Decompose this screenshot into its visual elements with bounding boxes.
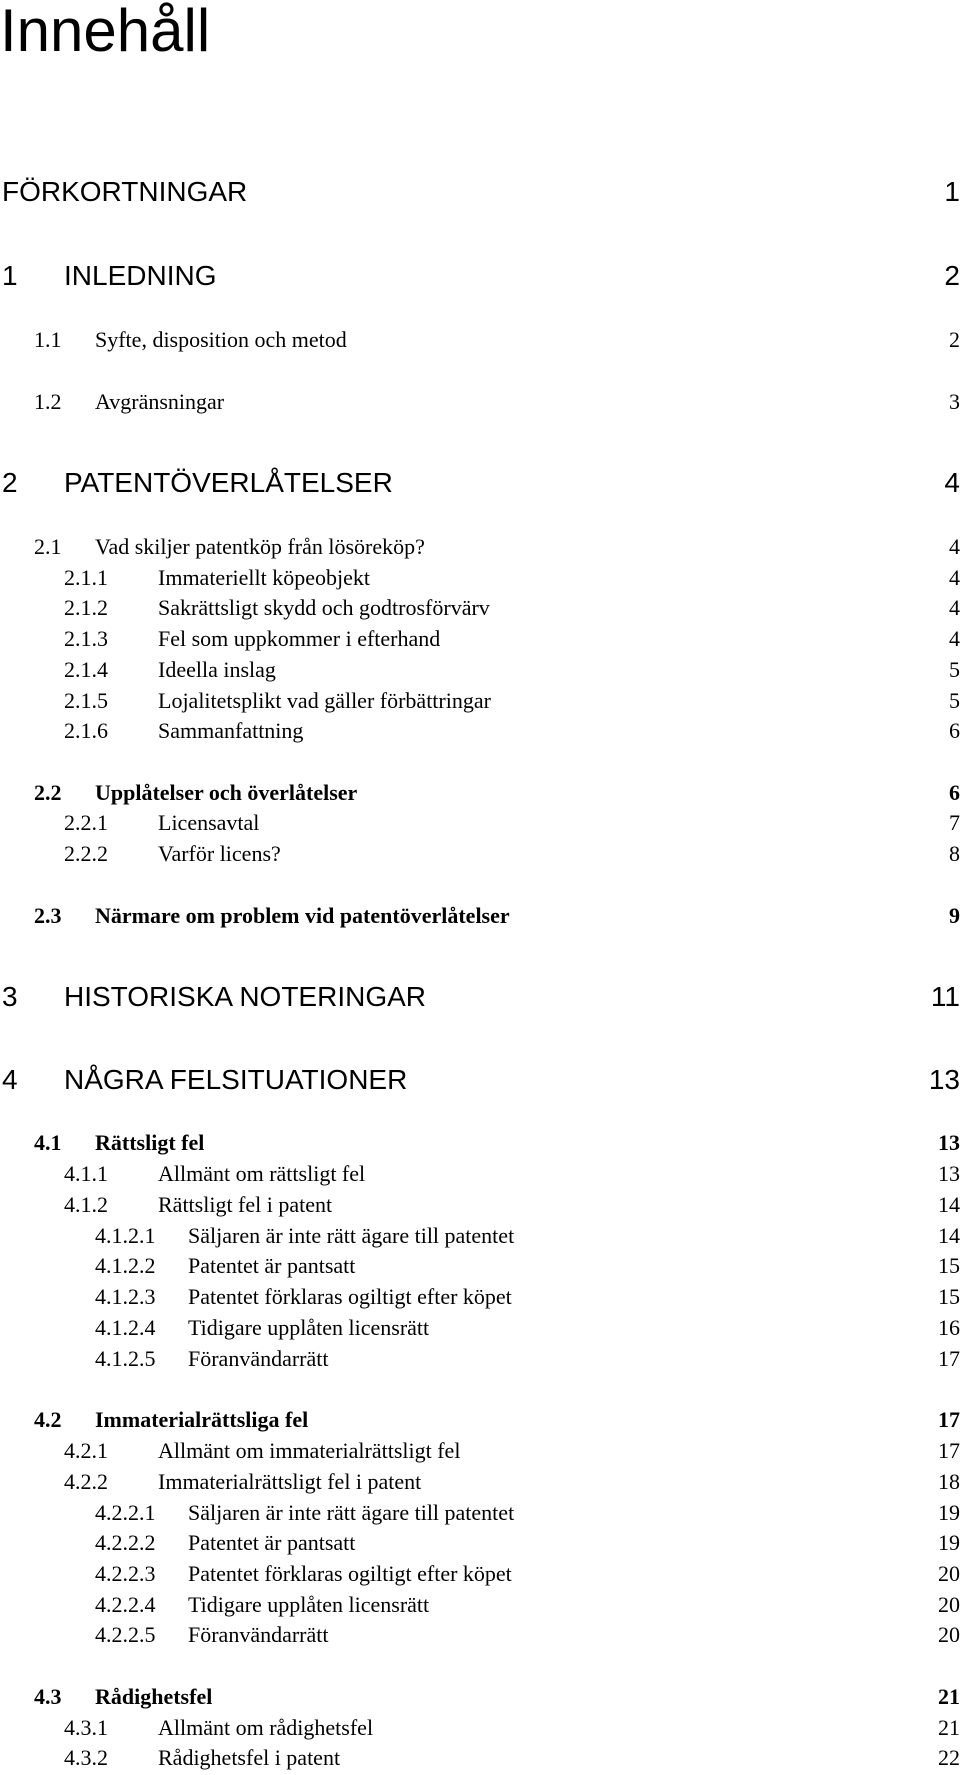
- toc-number: 4.1.2.4: [95, 1315, 156, 1340]
- toc-entry-subsection[interactable]: [0, 809, 960, 837]
- toc-number: 4.1.2: [64, 1192, 108, 1217]
- toc-page: 13: [938, 1161, 960, 1186]
- toc-page: 14: [938, 1223, 960, 1248]
- toc-title: INLEDNING: [64, 260, 217, 291]
- toc-entry-subsubsection[interactable]: [0, 1591, 960, 1619]
- toc-number: 2.1.2: [64, 595, 108, 620]
- toc-title: Sakrättsligt skydd och godtrosförvärv: [158, 595, 490, 620]
- toc-page: 4: [949, 565, 960, 590]
- toc-number: 2: [2, 467, 18, 498]
- toc-title: Allmänt om rättsligt fel: [158, 1161, 366, 1186]
- toc-number: 2.1.5: [64, 688, 108, 713]
- toc-title: HISTORISKA NOTERINGAR: [64, 981, 426, 1012]
- toc-entry-subsection[interactable]: [0, 687, 960, 715]
- toc-page: 8: [949, 841, 960, 866]
- toc-title: Syfte, disposition och metod: [95, 327, 347, 352]
- toc-title: Licensavtal: [158, 810, 260, 835]
- toc-number: 1.1: [34, 327, 62, 352]
- toc-number: 4.2.2.5: [95, 1622, 156, 1647]
- toc-page: 22: [938, 1745, 960, 1770]
- toc-page: 4: [949, 534, 960, 559]
- toc-entry-section[interactable]: [0, 1129, 960, 1157]
- toc-entry-section[interactable]: [0, 326, 960, 354]
- toc-page: 15: [938, 1284, 960, 1309]
- toc-title: PATENTÖVERLÅTELSER: [64, 467, 393, 498]
- toc-entry-subsection[interactable]: [0, 1744, 960, 1772]
- toc-page: 9: [949, 903, 960, 928]
- toc-title: Fel som uppkommer i efterhand: [158, 626, 441, 651]
- toc-title: Patentet är pantsatt: [188, 1253, 356, 1278]
- toc-page: 19: [938, 1500, 960, 1525]
- page-title: Innehåll: [0, 0, 211, 64]
- toc-number: 2.2.2: [64, 841, 108, 866]
- toc-title: Säljaren är inte rätt ägare till patentet: [188, 1500, 515, 1525]
- toc-entry-subsection[interactable]: [0, 1160, 960, 1188]
- toc-entry-subsubsection[interactable]: [0, 1314, 960, 1342]
- toc-entry-subsection[interactable]: [0, 564, 960, 592]
- toc-title: Ideella inslag: [158, 657, 276, 682]
- toc-page: 7: [949, 810, 960, 835]
- toc-title: Lojalitetsplikt vad gäller förbättringar: [158, 688, 491, 713]
- toc-page: 11: [930, 981, 960, 1012]
- toc-title: Tidigare upplåten licensrätt: [188, 1315, 430, 1340]
- toc-title: Patentet förklaras ogiltigt efter köpet: [188, 1284, 512, 1309]
- toc-number: 4.2.2.4: [95, 1592, 156, 1617]
- toc-number: 4.2.2.2: [95, 1530, 156, 1555]
- toc-entry-chapter[interactable]: [0, 466, 960, 500]
- toc-entry-subsection[interactable]: [0, 625, 960, 653]
- toc-title: Varför licens?: [158, 841, 281, 866]
- toc-entry-subsection[interactable]: [0, 1191, 960, 1219]
- toc-number: 4.2: [34, 1407, 62, 1432]
- toc-entry-subsection[interactable]: [0, 1468, 960, 1496]
- toc-page: 13: [928, 1064, 960, 1095]
- toc-number: 4.3.1: [64, 1715, 108, 1740]
- toc-title: Avgränsningar: [95, 389, 225, 414]
- toc-title: Föranvändarrätt: [188, 1346, 329, 1371]
- toc-page: 6: [949, 718, 960, 743]
- toc-number: 2.2: [34, 780, 62, 805]
- toc-title: FÖRKORTNINGAR: [2, 176, 248, 207]
- toc-number: 4.2.1: [64, 1438, 108, 1463]
- toc-entry-chapter[interactable]: [0, 1063, 960, 1097]
- toc-page: 18: [938, 1469, 960, 1494]
- toc-entry-section[interactable]: [0, 388, 960, 416]
- toc-entry-chapter[interactable]: [0, 175, 960, 209]
- toc-title: Allmänt om rådighetsfel: [158, 1715, 374, 1740]
- toc-page: 17: [938, 1407, 960, 1432]
- toc-page: 2: [949, 327, 960, 352]
- toc-page: 4: [944, 467, 960, 498]
- toc-page: 20: [938, 1592, 960, 1617]
- toc-entry-subsubsection[interactable]: [0, 1529, 960, 1557]
- toc-page: 5: [949, 657, 960, 682]
- toc-page: 15: [938, 1253, 960, 1278]
- toc-number: 4.3.2: [64, 1745, 108, 1770]
- toc-page: 20: [938, 1622, 960, 1647]
- toc-title: NÅGRA FELSITUATIONER: [64, 1064, 408, 1095]
- toc-title: Immateriellt köpeobjekt: [158, 565, 370, 590]
- toc-entry-section[interactable]: [0, 1683, 960, 1711]
- toc-number: 3: [2, 981, 18, 1012]
- toc-page: 6: [949, 780, 960, 805]
- toc-number: 4.1.2.3: [95, 1284, 156, 1309]
- toc-entry-subsection[interactable]: [0, 717, 960, 745]
- toc-number: 2.1.3: [64, 626, 108, 651]
- toc-page: 16: [938, 1315, 960, 1340]
- toc-title: Rättsligt fel i patent: [158, 1192, 333, 1217]
- toc-page: 3: [949, 389, 960, 414]
- toc-title: Immaterialrättsliga fel: [95, 1407, 309, 1432]
- toc-entry-subsection[interactable]: [0, 656, 960, 684]
- toc-number: 2.1.1: [64, 565, 108, 590]
- toc-page: 21: [938, 1684, 960, 1709]
- toc-number: 2.3: [34, 903, 62, 928]
- toc-page: 14: [938, 1192, 960, 1217]
- toc-number: 1.2: [34, 389, 62, 414]
- toc-title: Upplåtelser och överlåtelser: [95, 780, 358, 805]
- toc-page: 13: [938, 1130, 960, 1155]
- toc-page: 1: [944, 176, 960, 207]
- toc-entry-chapter[interactable]: [0, 259, 960, 293]
- toc-number: 4.3: [34, 1684, 62, 1709]
- toc-entry-subsubsection[interactable]: [0, 1560, 960, 1588]
- toc-title: Immaterialrättsligt fel i patent: [158, 1469, 422, 1494]
- toc-title: Vad skiljer patentköp från lösöreköp?: [95, 534, 425, 559]
- toc-entry-subsubsection[interactable]: [0, 1222, 960, 1250]
- toc-entry-subsubsection[interactable]: [0, 1499, 960, 1527]
- toc-entry-subsection[interactable]: [0, 1437, 960, 1465]
- toc-entry-subsection[interactable]: [0, 594, 960, 622]
- toc-number: 4.1.1: [64, 1161, 108, 1186]
- toc-number: 4.1.2.1: [95, 1223, 156, 1248]
- toc-entry-subsection[interactable]: [0, 1714, 960, 1742]
- toc-number: 4.2.2: [64, 1469, 108, 1494]
- toc-title: Rättsligt fel: [95, 1130, 205, 1155]
- toc-page: 2: [944, 260, 960, 291]
- toc-entry-section[interactable]: [0, 1406, 960, 1434]
- toc-entry-subsubsection[interactable]: [0, 1345, 960, 1373]
- toc-page: 4: [949, 626, 960, 651]
- toc-number: 4.2.2.3: [95, 1561, 156, 1586]
- toc-title: Föranvändarrätt: [188, 1622, 329, 1647]
- toc-title: Sammanfattning: [158, 718, 304, 743]
- toc-title: Rådighetsfel: [95, 1684, 213, 1709]
- toc-title: Patentet är pantsatt: [188, 1530, 356, 1555]
- toc-page: 17: [938, 1438, 960, 1463]
- toc-number: 4.1.2.5: [95, 1346, 156, 1371]
- toc-page: 5: [949, 688, 960, 713]
- toc-page: 21: [938, 1715, 960, 1740]
- toc-entry-subsubsection[interactable]: [0, 1621, 960, 1649]
- toc-number: 4.1.2.2: [95, 1253, 156, 1278]
- toc-entry-chapter[interactable]: [0, 980, 960, 1014]
- toc-entry-subsection[interactable]: [0, 840, 960, 868]
- toc-title: Tidigare upplåten licensrätt: [188, 1592, 430, 1617]
- toc-number: 4: [2, 1064, 18, 1095]
- toc-title: Rådighetsfel i patent: [158, 1745, 341, 1770]
- toc-title: Allmänt om immaterialrättsligt fel: [158, 1438, 461, 1463]
- toc-number: 2.2.1: [64, 810, 108, 835]
- toc-entry-section[interactable]: [0, 533, 960, 561]
- toc-number: 4.2.2.1: [95, 1500, 156, 1525]
- toc-number: 2.1.6: [64, 718, 108, 743]
- toc-number: 1: [2, 260, 18, 291]
- toc-title: Säljaren är inte rätt ägare till patentet: [188, 1223, 515, 1248]
- toc-page: 17: [938, 1346, 960, 1371]
- toc-title: Patentet förklaras ogiltigt efter köpet: [188, 1561, 512, 1586]
- toc-entry-section[interactable]: [0, 779, 960, 807]
- toc-title: Närmare om problem vid patentöverlåtelser: [95, 903, 510, 928]
- toc-entry-section[interactable]: [0, 902, 960, 930]
- toc-number: 4.1: [34, 1130, 62, 1155]
- toc-number: 2.1: [34, 534, 62, 559]
- toc-page: 20: [938, 1561, 960, 1586]
- toc-page: 4: [949, 595, 960, 620]
- toc-entry-subsubsection[interactable]: [0, 1252, 960, 1280]
- toc-page: 19: [938, 1530, 960, 1555]
- toc-entry-subsubsection[interactable]: [0, 1283, 960, 1311]
- toc-number: 2.1.4: [64, 657, 108, 682]
